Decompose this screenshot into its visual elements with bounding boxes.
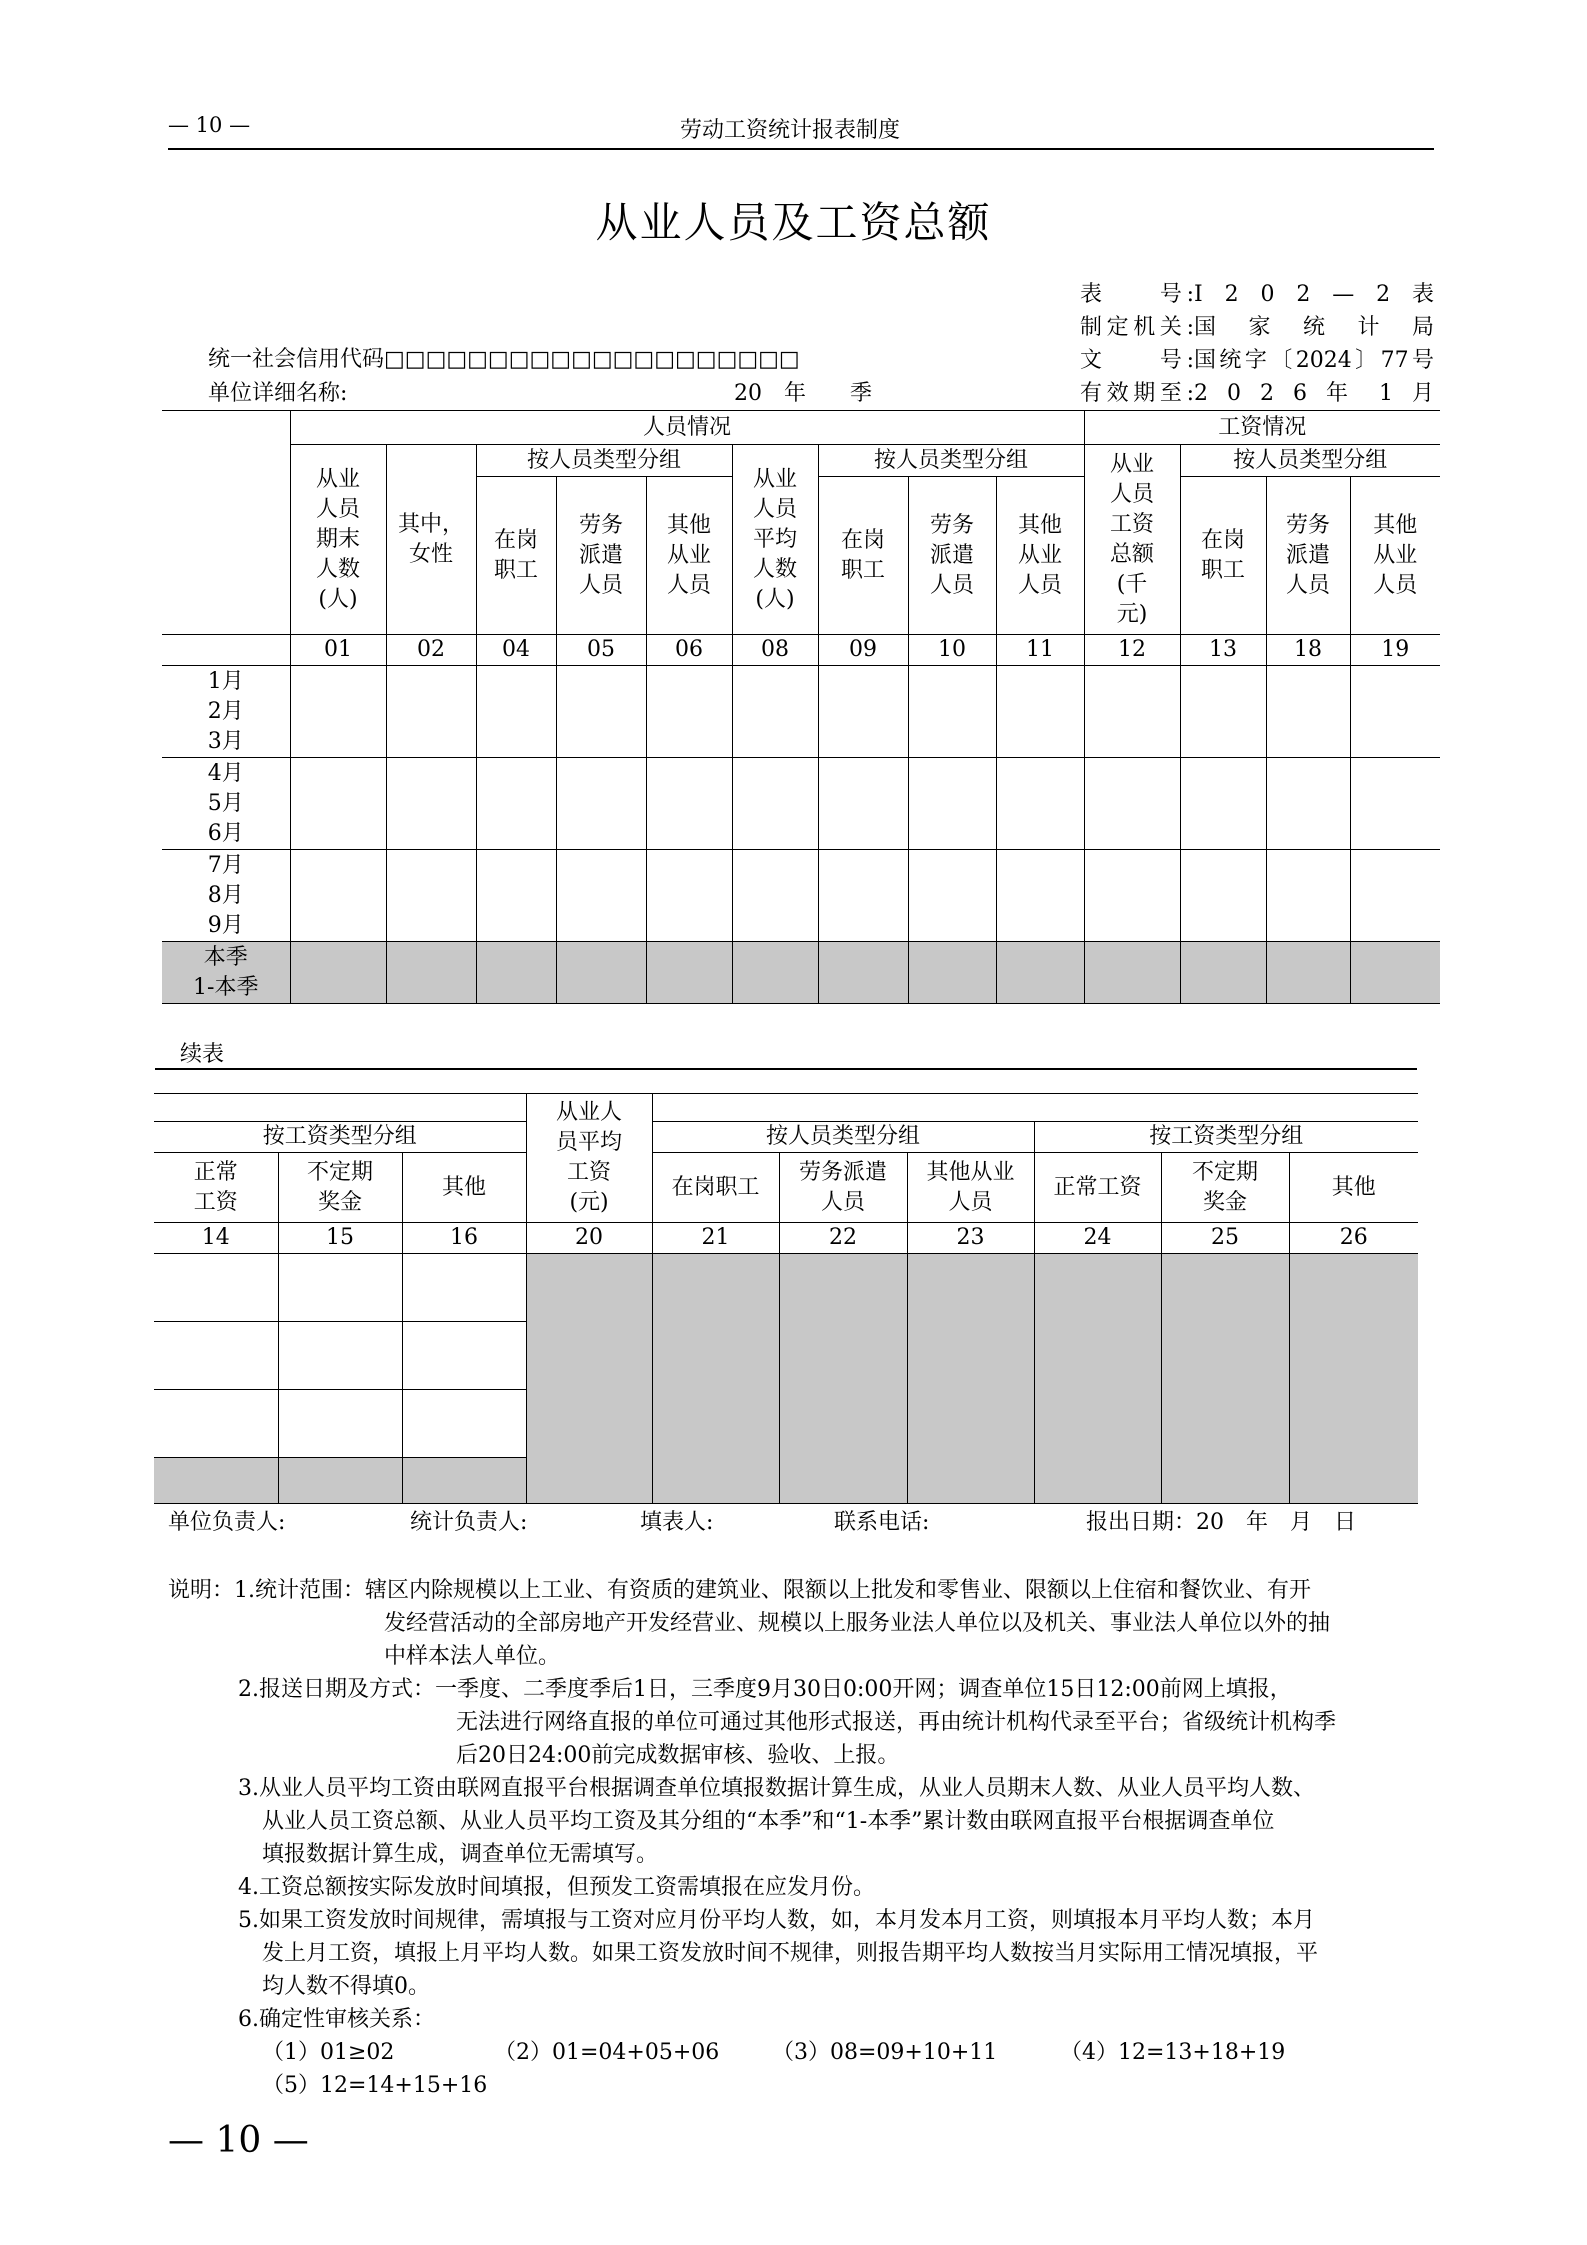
shaded-cell xyxy=(1180,942,1266,1004)
code-cell: 06 xyxy=(646,635,732,666)
note-3b: 从业人员工资总额、从业人员平均工资及其分组的“本季”和“1-本季”累计数由联网直报平台根据调查单位 xyxy=(262,1809,1275,1834)
rule-4: （4）12=13+18+19 xyxy=(1060,2040,1286,2065)
table-row-totals xyxy=(162,942,1440,1004)
shaded-cell xyxy=(1289,1254,1418,1504)
shaded-cell xyxy=(996,942,1084,1004)
data-cell[interactable] xyxy=(1266,666,1350,758)
group-by-person-type: 按人员类型分组 xyxy=(652,1122,1034,1153)
col-25-header: 不定期 奖金 xyxy=(1161,1153,1289,1223)
code-cell: 24 xyxy=(1034,1223,1161,1254)
shaded-cell xyxy=(526,1254,652,1504)
sig-unit-head: 单位负责人: xyxy=(168,1510,286,1535)
data-cell[interactable] xyxy=(154,1254,278,1322)
data-cell[interactable] xyxy=(402,1390,526,1458)
rule-1: （1）01≥02 xyxy=(262,2040,395,2065)
code-cell: 25 xyxy=(1161,1223,1289,1254)
group-wage: 工资情况 xyxy=(1084,411,1440,445)
code-cell: 08 xyxy=(732,635,818,666)
data-cell[interactable] xyxy=(278,1322,402,1390)
data-cell[interactable] xyxy=(1084,666,1180,758)
col-09-header: 在岗 职工 xyxy=(818,477,908,635)
col-05-header: 劳务 派遣 人员 xyxy=(556,477,646,635)
data-cell[interactable] xyxy=(1180,758,1266,850)
group-by-wage-type-1: 按工资类型分组 xyxy=(154,1122,526,1153)
sig-report-date: 报出日期：20 年 月 日 xyxy=(1086,1510,1356,1535)
col-16-header: 其他 xyxy=(402,1153,526,1223)
data-cell[interactable] xyxy=(818,758,908,850)
data-cell[interactable] xyxy=(1084,758,1180,850)
shaded-cell xyxy=(1161,1254,1289,1504)
code-cell: 14 xyxy=(154,1223,278,1254)
code-cell: 12 xyxy=(1084,635,1180,666)
col-24-header: 正常工资 xyxy=(1034,1153,1161,1223)
table-row xyxy=(162,666,1440,758)
col-21-header: 在岗职工 xyxy=(652,1153,779,1223)
note-3a: 3.从业人员平均工资由联网直报平台根据调查单位填报数据计算生成，从业人员期末人数、从业人员平均人数、 xyxy=(238,1776,1315,1801)
code-cell: 10 xyxy=(908,635,996,666)
meta-issuer: 制定机关: 国 家 统 计 局 xyxy=(1080,315,1434,340)
code-cell: 11 xyxy=(996,635,1084,666)
data-cell[interactable] xyxy=(646,758,732,850)
data-cell[interactable] xyxy=(1180,666,1266,758)
shaded-cell xyxy=(652,1254,779,1504)
data-cell[interactable] xyxy=(402,1254,526,1322)
col-13-header: 在岗 职工 xyxy=(1180,477,1266,635)
shaded-cell xyxy=(556,942,646,1004)
shaded-cell xyxy=(476,942,556,1004)
shaded-cell xyxy=(1084,942,1180,1004)
data-cell[interactable] xyxy=(732,666,818,758)
shaded-cell xyxy=(154,1458,278,1504)
note-2a: 2.报送日期及方式：一季度、二季度季后1日，三季度9月30日0:00开网；调查单位15日12:00前网上填报， xyxy=(238,1677,1292,1702)
data-cell[interactable] xyxy=(908,758,996,850)
note-1b: 发经营活动的全部房地产开发经营业、规模以上服务业法人单位以及机关、事业法人单位以外的抽 xyxy=(384,1611,1331,1636)
table-row xyxy=(162,850,1440,942)
code-cell: 26 xyxy=(1289,1223,1418,1254)
data-cell[interactable] xyxy=(154,1322,278,1390)
data-cell[interactable] xyxy=(556,850,646,942)
code-cell: 19 xyxy=(1350,635,1440,666)
shaded-cell xyxy=(278,1458,402,1504)
data-cell[interactable] xyxy=(278,1390,402,1458)
code-cell: 13 xyxy=(1180,635,1266,666)
shaded-cell xyxy=(908,942,996,1004)
col-01-header: 从业 人员 期末 人数 (人) xyxy=(290,445,386,635)
data-cell[interactable] xyxy=(402,1322,526,1390)
col-15-header: 不定期 奖金 xyxy=(278,1153,402,1223)
personnel-wage-table xyxy=(162,410,1440,1004)
code-cell: 09 xyxy=(818,635,908,666)
col-04-header: 在岗 职工 xyxy=(476,477,556,635)
data-cell[interactable] xyxy=(290,850,386,942)
group-by-person-type-1: 按人员类型分组 xyxy=(476,445,732,477)
sig-phone: 联系电话: xyxy=(834,1510,930,1535)
rule-2: （2）01=04+05+06 xyxy=(494,2040,720,2065)
data-cell[interactable] xyxy=(1350,758,1440,850)
data-cell[interactable] xyxy=(386,758,476,850)
group-by-person-type-3: 按人员类型分组 xyxy=(1180,445,1440,477)
data-cell[interactable] xyxy=(386,850,476,942)
meta-form-number: 表 号: I 2 0 2 — 2 表 xyxy=(1080,282,1434,307)
shaded-cell xyxy=(818,942,908,1004)
data-cell[interactable] xyxy=(386,666,476,758)
continued-label: 续表 xyxy=(180,1042,225,1067)
data-cell[interactable] xyxy=(290,666,386,758)
row-label-totals: 本季 1-本季 xyxy=(162,942,290,1004)
code-cell: 21 xyxy=(652,1223,779,1254)
data-cell[interactable] xyxy=(996,666,1084,758)
col-02-header: 其中， 女性 xyxy=(386,445,476,635)
col-11-header: 其他 从业 人员 xyxy=(996,477,1084,635)
shaded-cell xyxy=(732,942,818,1004)
rule-5: （5）12=14+15+16 xyxy=(262,2073,488,2098)
code-cell: 16 xyxy=(402,1223,526,1254)
unit-name-label: 单位详细名称: xyxy=(208,381,348,406)
data-cell[interactable] xyxy=(476,850,556,942)
data-cell[interactable] xyxy=(996,850,1084,942)
data-cell[interactable] xyxy=(476,758,556,850)
note-6: 6.确定性审核关系： xyxy=(238,2007,435,2032)
data-cell[interactable] xyxy=(1350,666,1440,758)
col-14-header: 正常 工资 xyxy=(154,1153,278,1223)
col-12-header: 从业 人员 工资 总额 (千 元) xyxy=(1084,445,1180,635)
code-cell: 02 xyxy=(386,635,476,666)
data-cell[interactable] xyxy=(908,666,996,758)
sig-stat-head: 统计负责人: xyxy=(410,1510,528,1535)
note-2c: 后20日24:00前完成数据审核、验收、上报。 xyxy=(456,1743,900,1768)
data-cell[interactable] xyxy=(278,1254,402,1322)
blank-top xyxy=(154,1094,526,1122)
continued-table xyxy=(154,1093,1418,1504)
sig-filler: 填表人: xyxy=(640,1510,714,1535)
col-19-header: 其他 从业 人员 xyxy=(1350,477,1440,635)
data-cell[interactable] xyxy=(1266,850,1350,942)
data-cell[interactable] xyxy=(1084,850,1180,942)
col-23-header: 其他从业 人员 xyxy=(907,1153,1034,1223)
col-26-header: 其他 xyxy=(1289,1153,1418,1223)
data-cell[interactable] xyxy=(646,666,732,758)
shaded-cell xyxy=(386,942,476,1004)
code-cell: 15 xyxy=(278,1223,402,1254)
data-cell[interactable] xyxy=(646,850,732,942)
period-label: 20 年 季 xyxy=(734,381,872,406)
group-by-person-type-2: 按人员类型分组 xyxy=(818,445,1084,477)
data-cell[interactable] xyxy=(732,758,818,850)
shaded-cell xyxy=(290,942,386,1004)
code-cell: 01 xyxy=(290,635,386,666)
data-cell[interactable] xyxy=(908,850,996,942)
blank-top-right xyxy=(652,1094,1418,1122)
note-5b: 发上月工资，填报上月平均人数。如果工资发放时间不规律，则报告期平均人数按当月实际用工情况填报，平 xyxy=(262,1941,1319,1966)
header-rule xyxy=(168,148,1434,150)
code-cell: 04 xyxy=(476,635,556,666)
row-label-q2: 4月 5月 6月 xyxy=(162,758,290,850)
table-row xyxy=(162,758,1440,850)
shaded-cell xyxy=(779,1254,907,1504)
data-cell[interactable] xyxy=(556,758,646,850)
code-row-stub xyxy=(162,635,290,666)
data-cell[interactable] xyxy=(1350,850,1440,942)
note-5c: 均人数不得填0。 xyxy=(262,1974,430,1999)
stub-header xyxy=(162,411,290,635)
data-cell[interactable] xyxy=(556,666,646,758)
data-cell[interactable] xyxy=(818,666,908,758)
page-number-footer: — 10 — xyxy=(168,2120,309,2161)
note-4: 4.工资总额按实际发放时间填报，但预发工资需填报在应发月份。 xyxy=(238,1875,875,1900)
shaded-cell xyxy=(1266,942,1350,1004)
table-row xyxy=(154,1254,1418,1322)
shaded-cell xyxy=(907,1254,1034,1504)
col-06-header: 其他 从业 人员 xyxy=(646,477,732,635)
data-cell[interactable] xyxy=(1180,850,1266,942)
code-cell: 23 xyxy=(907,1223,1034,1254)
meta-valid-until: 有效期至: 2 0 2 6 年 1 月 xyxy=(1080,381,1434,406)
row-label-q3: 7月 8月 9月 xyxy=(162,850,290,942)
data-cell[interactable] xyxy=(290,758,386,850)
shaded-cell xyxy=(1034,1254,1161,1504)
document-title-header: 劳动工资统计报表制度 xyxy=(680,118,901,143)
group-personnel: 人员情况 xyxy=(290,411,1084,445)
shaded-cell xyxy=(1350,942,1440,1004)
col-22-header: 劳务派遣 人员 xyxy=(779,1153,907,1223)
meta-doc-number: 文 号: 国统字〔2024〕77号 xyxy=(1080,348,1434,373)
data-cell[interactable] xyxy=(154,1390,278,1458)
col-18-header: 劳务 派遣 人员 xyxy=(1266,477,1350,635)
row-label-q1: 1月 2月 3月 xyxy=(162,666,290,758)
data-cell[interactable] xyxy=(1266,758,1350,850)
col-08-header: 从业 人员 平均 人数 (人) xyxy=(732,445,818,635)
continued-rule xyxy=(155,1068,1417,1070)
note-3c: 填报数据计算生成，调查单位无需填写。 xyxy=(262,1842,659,1867)
data-cell[interactable] xyxy=(476,666,556,758)
col-10-header: 劳务 派遣 人员 xyxy=(908,477,996,635)
shaded-cell xyxy=(646,942,732,1004)
code-cell: 18 xyxy=(1266,635,1350,666)
col-20-header: 从业人 员平均 工资 (元) xyxy=(526,1094,652,1223)
data-cell[interactable] xyxy=(996,758,1084,850)
data-cell[interactable] xyxy=(818,850,908,942)
group-by-wage-type-2: 按工资类型分组 xyxy=(1034,1122,1418,1153)
note-2b: 无法进行网络直报的单位可通过其他形式报送，再由统计机构代录至平台；省级统计机构季 xyxy=(456,1710,1337,1735)
code-cell: 05 xyxy=(556,635,646,666)
page-title: 从业人员及工资总额 xyxy=(595,198,992,247)
code-cell: 22 xyxy=(779,1223,907,1254)
credit-code-label: 统一社会信用代码□□□□□□□□□□□□□□□□□□□□ xyxy=(208,347,800,372)
shaded-cell xyxy=(402,1458,526,1504)
note-1a: 说明：1.统计范围：辖区内除规模以上工业、有资质的建筑业、限额以上批发和零售业、限额以上住宿和餐饮业、有开 xyxy=(168,1578,1311,1603)
data-cell[interactable] xyxy=(732,850,818,942)
page-number-header: — 10 — xyxy=(168,113,251,137)
note-5a: 5.如果工资发放时间规律，需填报与工资对应月份平均人数，如，本月发本月工资，则填报本月平均人数；本月 xyxy=(238,1908,1315,1933)
code-cell: 20 xyxy=(526,1223,652,1254)
note-1c: 中样本法人单位。 xyxy=(384,1644,561,1669)
rule-3: （3）08=09+10+11 xyxy=(772,2040,998,2065)
